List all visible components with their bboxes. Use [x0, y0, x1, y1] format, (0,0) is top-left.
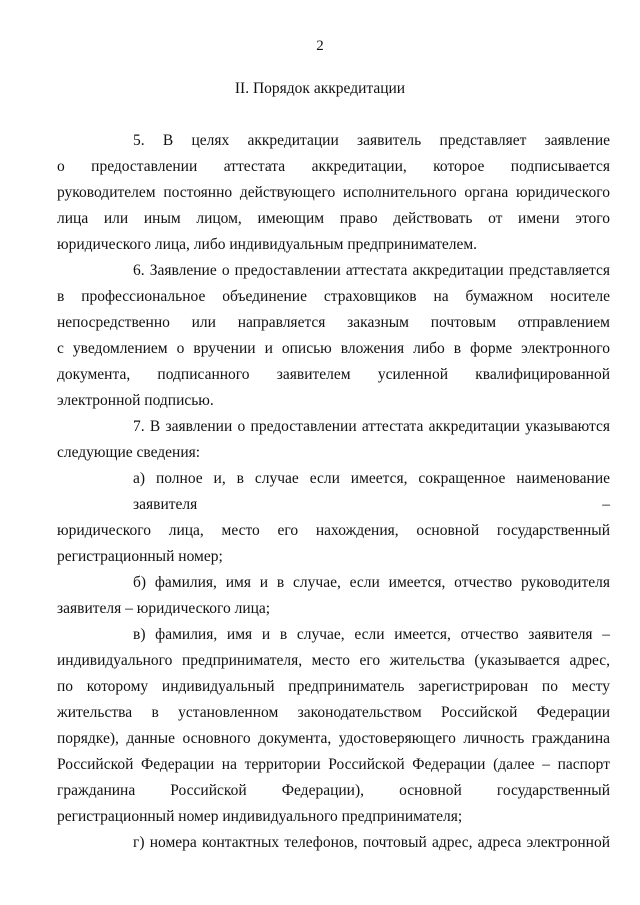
- text-line: в профессиональное объединение страховщиков на бумажном носителе: [57, 288, 610, 305]
- text-line: лица или иным лицом, имеющим право действовать от имени этого: [57, 210, 610, 227]
- text-line: 7. В заявлении о предоставлении аттестата аккредитации указываются: [133, 418, 610, 435]
- text-line: о предоставлении аттестата аккредитации, которое подписывается: [57, 158, 610, 175]
- text-line: жительства в установленном законодательством Российской Федерации: [57, 704, 610, 721]
- text-line: непосредственно или направляется заказным почтовым отправлением: [57, 314, 610, 331]
- text-line: 5. В целях аккредитации заявитель представляет заявление: [133, 132, 610, 149]
- text-line: следующие сведения:: [57, 444, 201, 461]
- list-item-a: [57, 466, 610, 570]
- body-text: [57, 128, 610, 856]
- paragraph-5: [57, 128, 610, 258]
- text-line: гражданина Российской Федерации), основной государственный: [57, 782, 610, 799]
- text-line: 6. Заявление о предоставлении аттестата аккредитации представляется: [133, 262, 610, 279]
- text-line: б) фамилия, имя и в случае, если имеется, отчество руководителя: [133, 574, 610, 591]
- section-heading: II. Порядок аккредитации: [234, 80, 406, 97]
- page-number: 2: [316, 38, 324, 54]
- text-line: Российской Федерации на территории Российской Федерации (далее – паспорт: [57, 756, 610, 773]
- list-item-b: [57, 570, 610, 622]
- list-item-g: [95, 830, 610, 856]
- text-line: индивидуального предпринимателя, место его жительства (указывается адрес,: [57, 652, 610, 669]
- text-line: заявителя – юридического лица;: [57, 600, 271, 617]
- text-line: юридического лица, место его нахождения, основной государственный: [57, 522, 610, 539]
- text-line: г) номера контактных телефонов, почтовый адрес, адреса электронной: [133, 834, 610, 851]
- text-line: регистрационный номер индивидуального предпринимателя;: [57, 808, 463, 825]
- paragraph-6: [57, 258, 610, 414]
- list-item-v: [57, 622, 610, 830]
- text-line: с уведомлением о вручении и описью вложения либо в форме электронного: [57, 340, 610, 357]
- text-line: регистрационный номер;: [57, 548, 223, 565]
- text-line: электронной подписью.: [57, 392, 214, 409]
- paragraph-7: [57, 414, 610, 466]
- text-line: юридического лица, либо индивидуальным предпринимателем.: [57, 236, 478, 253]
- text-line: в) фамилия, имя и в случае, если имеется, отчество заявителя –: [133, 626, 610, 643]
- text-line: порядке), данные основного документа, удостоверяющего личность гражданина: [57, 730, 610, 747]
- text-line: по которому индивидуальный предприниматель зарегистрирован по месту: [57, 678, 610, 695]
- text-line: а) полное и, в случае если имеется, сокращенное наименование заявителя –: [133, 470, 610, 513]
- text-line: руководителем постоянно действующего исполнительного органа юридического: [57, 184, 610, 201]
- text-line: документа, подписанного заявителем усиленной квалифицированной: [57, 366, 610, 383]
